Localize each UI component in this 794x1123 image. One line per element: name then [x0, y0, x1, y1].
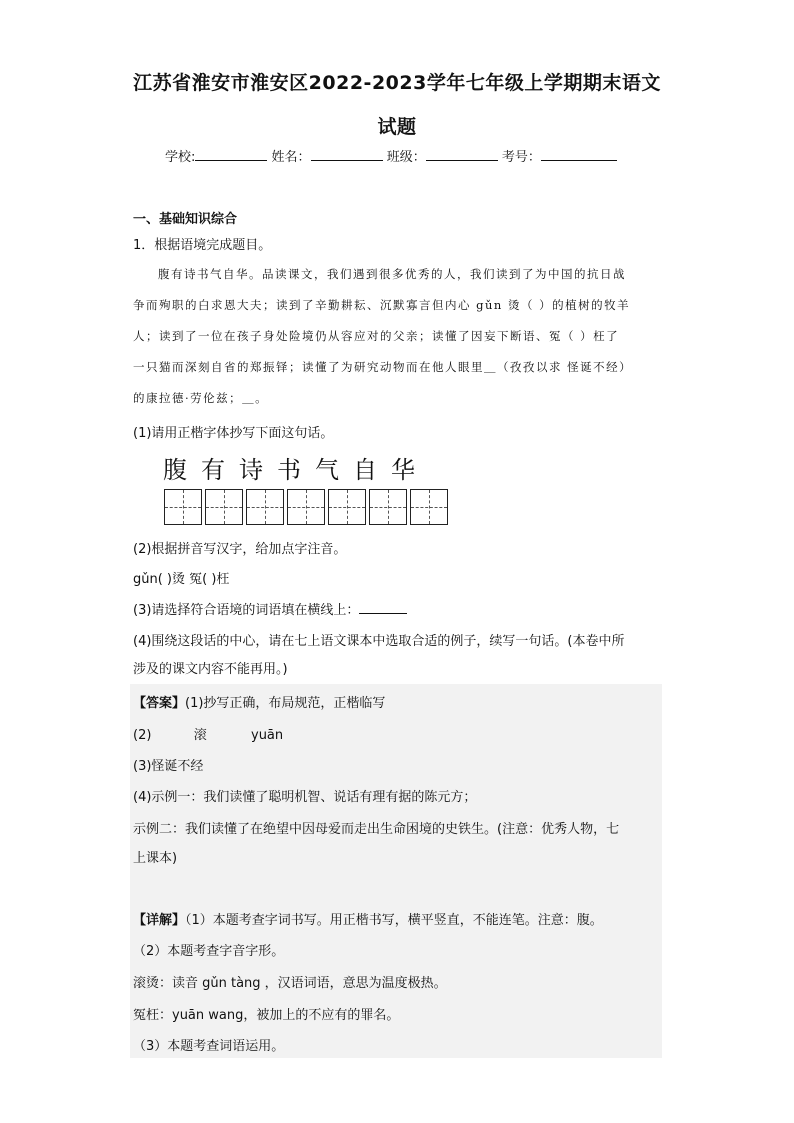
writing-grid[interactable] [164, 489, 451, 525]
answer-4-line2: 示例二：我们读懂了在绝望中因母爱而走出生命困境的史铁生。(注意：优秀人物，七 [133, 822, 620, 837]
page-title-cont: 试题 [377, 116, 417, 138]
grid-cell[interactable] [328, 489, 366, 525]
grid-cell[interactable] [164, 489, 202, 525]
answer-label: 【答案】 [133, 696, 186, 711]
sub-question-1: (1)请用正楷字体抄写下面这句话。 [133, 426, 334, 441]
copy-sample-text: 腹有诗书气自华 [163, 456, 429, 484]
passage-line: 的康拉德·劳伦兹；＿。 [133, 391, 269, 405]
answer-4-line3: 上课本) [133, 851, 178, 866]
section-heading: 一、基础知识综合 [133, 212, 238, 227]
answer-1: (1)抄写正确，布局规范，正楷临写 [185, 696, 386, 711]
name-blank [311, 160, 383, 161]
sub-question-4-cont: 涉及的课文内容不能再用。) [133, 662, 288, 677]
sub-question-4: (4)围绕这段话的中心，请在七上语文课本中选取合适的例子，续写一句话。(本卷中所 [133, 634, 625, 649]
class-blank [426, 160, 498, 161]
page-title: 江苏省淮安市淮安区2022-2023学年七年级上学期期末语文 [133, 72, 661, 94]
answer-4-line1: (4)示例一：我们读懂了聪明机智、说话有理有据的陈元方； [133, 790, 477, 805]
detail-1: （1）本题考查字词书写。用正楷书写，横平竖直，不能连笔。注意：腹。 [185, 913, 603, 928]
detail-4: 冤枉：yuān wang，被加上的不应有的罪名。 [133, 1008, 400, 1023]
detail-2: （2）本题考查字音字形。 [133, 944, 285, 959]
detail-line-1 [133, 909, 603, 928]
detail-3: 滚烫：读音 gǔn tàng ，汉语词语，意思为温度极热。 [133, 976, 447, 991]
grid-cell[interactable] [287, 489, 325, 525]
answer-3: (3)怪诞不经 [133, 759, 204, 774]
answer-blank [359, 613, 407, 614]
detail-5: （3）本题考查词语运用。 [133, 1039, 285, 1054]
passage-line: 一只猫而深刻自省的郑振铎；读懂了为研究动物而在他人眼里＿（孜孜以求 怪诞不经） [133, 360, 633, 374]
grid-cell[interactable] [205, 489, 243, 525]
exam-no-label: 考号： [501, 150, 541, 165]
sub-question-2: (2)根据拼音写汉字，给加点字注音。 [133, 542, 347, 557]
passage-line: 腹有诗书气自华。品读课文，我们遇到很多优秀的人，我们读到了为中国的抗日战 [158, 267, 626, 281]
school-label: 学校: [165, 150, 196, 165]
grid-cell[interactable] [410, 489, 448, 525]
passage-line: 争而殉职的白求恩大夫；读到了辛勤耕耘、沉默寡言但内心 gǔn 烫（ ）的植树的牧羊 [133, 298, 631, 312]
sub-question-2-blanks: gǔn( )烫 冤( )枉 [133, 572, 230, 587]
sub-question-3 [133, 599, 407, 618]
answer-2-pinyin: yuān [251, 728, 284, 743]
detail-label: 【详解】 [133, 913, 186, 928]
exam-no-blank [541, 160, 617, 161]
answer-2-prefix: (2) [133, 728, 152, 743]
sub-question-3-text: (3)请选择符合语境的词语填在横线上： [133, 603, 360, 618]
school-blank [195, 160, 267, 161]
grid-cell[interactable] [369, 489, 407, 525]
name-label: 姓名： [271, 150, 311, 165]
passage-line: 人；读到了一位在孩子身处险境仍从容应对的父亲；读懂了因妄下断语、冤（ ）枉了 [133, 329, 620, 343]
grid-cell[interactable] [246, 489, 284, 525]
question-1: 1．根据语境完成题目。 [133, 238, 272, 253]
answer-2-char: 滚 [193, 728, 207, 743]
answer-line-2 [133, 724, 283, 743]
student-info-line [165, 146, 617, 165]
class-label: 班级： [386, 150, 426, 165]
answer-line-1 [133, 692, 385, 711]
